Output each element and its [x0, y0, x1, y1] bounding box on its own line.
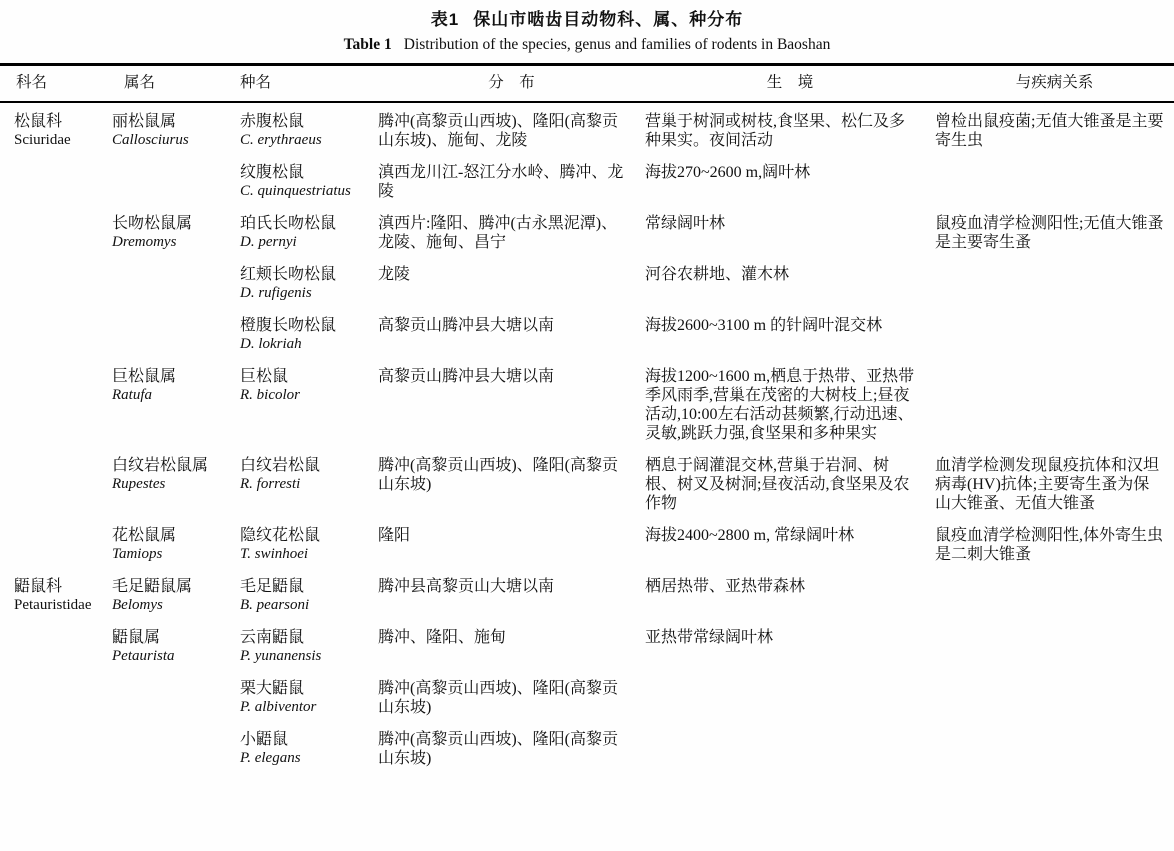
- genus-cell: [112, 628, 240, 679]
- genus-cell: [112, 214, 240, 265]
- family-name-cn: 松鼠科: [14, 113, 63, 130]
- col-header-species: 种名: [240, 74, 272, 91]
- species-name-cn: 小鼯鼠: [240, 731, 289, 748]
- disease-cell: [935, 679, 1174, 692]
- species-name-latin: D. lokriah: [240, 336, 302, 352]
- species-name-latin: D. pernyi: [240, 234, 297, 250]
- distribution-cell: 腾冲、隆阳、施甸: [378, 629, 507, 646]
- habitat-cell: 常绿阔叶林: [645, 215, 726, 232]
- genus-cell: [112, 316, 240, 329]
- table-row: [0, 367, 1174, 456]
- family-cell: [0, 367, 112, 380]
- genus-cell: [112, 526, 240, 577]
- species-cell: [240, 316, 378, 367]
- table-title-cn: [0, 0, 1174, 30]
- family-cell: [0, 316, 112, 329]
- species-name-latin: P. elegans: [240, 750, 301, 766]
- species-name-cn: 隐纹花松鼠: [240, 527, 321, 544]
- distribution-cell: 滇西片:隆阳、腾冲(古永黑泥潭)、龙陵、施甸、昌宁: [378, 215, 618, 251]
- genus-name-latin: Rupestes: [112, 476, 166, 492]
- col-header-disease: 与疾病关系: [1015, 74, 1094, 91]
- table-number-en: Table 1: [343, 36, 392, 53]
- table-row: [0, 163, 1174, 214]
- habitat-cell: 海拔2600~3100 m 的针阔叶混交林: [645, 317, 883, 334]
- species-cell: [240, 679, 378, 730]
- species-name-latin: T. swinhoei: [240, 546, 309, 562]
- species-cell: [240, 628, 378, 679]
- habitat-cell: 海拔1200~1600 m,栖息于热带、亚热带季风雨季,营巢在茂密的大树枝上;昼夜活动,10:00左右活动甚频繁,行动迅速、灵敏,跳跃力强,食坚果和多种果实: [645, 368, 915, 442]
- species-name-latin: R. bicolor: [240, 387, 300, 403]
- table-row: [0, 112, 1174, 163]
- distribution-cell: 腾冲(高黎贡山西坡)、隆阳(高黎贡山东坡): [378, 731, 618, 767]
- species-name-latin: D. rufigenis: [240, 285, 312, 301]
- species-name-latin: C. quinquestriatus: [240, 183, 351, 199]
- distribution-cell: 高黎贡山腾冲县大塘以南: [378, 317, 555, 334]
- family-cell: [0, 163, 112, 176]
- genus-cell: [112, 163, 240, 176]
- disease-cell: [935, 730, 1174, 743]
- species-name-cn: 赤腹松鼠: [240, 113, 305, 130]
- table-row: [0, 316, 1174, 367]
- table-row: [0, 730, 1174, 781]
- col-header-family: 科名: [16, 74, 48, 91]
- genus-name-cn: 丽松鼠属: [112, 113, 177, 130]
- species-cell: [240, 112, 378, 163]
- distribution-cell: 腾冲(高黎贡山西坡)、隆阳(高黎贡山东坡)、施甸、龙陵: [378, 113, 618, 149]
- species-name-cn: 云南鼯鼠: [240, 629, 305, 646]
- family-cell: [0, 112, 112, 163]
- disease-cell: [935, 367, 1174, 380]
- species-name-latin: C. erythraeus: [240, 132, 322, 148]
- distribution-cell: 高黎贡山腾冲县大塘以南: [378, 368, 555, 385]
- table-title-cn-text: 保山市啮齿目动物科、属、种分布: [473, 10, 744, 29]
- disease-cell: [935, 163, 1174, 176]
- table-body: [0, 103, 1174, 781]
- species-cell: [240, 526, 378, 577]
- habitat-cell: 栖居热带、亚热带森林: [645, 578, 806, 595]
- genus-name-cn: 花松鼠属: [112, 527, 177, 544]
- genus-cell: [112, 112, 240, 163]
- distribution-cell: 腾冲县高黎贡山大塘以南: [378, 578, 555, 595]
- col-header-distribution: 分 布: [488, 74, 535, 91]
- species-name-latin: P. albiventor: [240, 699, 317, 715]
- habitat-cell: 营巢于树洞或树枝,食坚果、松仁及多种果实。夜间活动: [645, 113, 906, 149]
- family-cell: [0, 679, 112, 692]
- table-row: [0, 214, 1174, 265]
- genus-name-latin: Petaurista: [112, 648, 175, 664]
- genus-name-latin: Dremomys: [112, 234, 177, 250]
- family-cell: [0, 628, 112, 641]
- species-name-cn: 橙腹长吻松鼠: [240, 317, 337, 334]
- distribution-cell: 隆阳: [378, 527, 411, 544]
- family-cell: [0, 730, 112, 743]
- family-cell: [0, 214, 112, 227]
- disease-cell: [935, 265, 1174, 278]
- disease-cell: [935, 577, 1174, 590]
- disease-cell: 血清学检测发现鼠疫抗体和汉坦病毒(HV)抗体;主要寄生蚤为保山大锥蚤、无值大锥蚤: [935, 457, 1160, 512]
- species-cell: [240, 265, 378, 316]
- table-row: [0, 456, 1174, 526]
- table-row: [0, 526, 1174, 577]
- genus-cell: [112, 265, 240, 278]
- disease-cell: 曾检出鼠疫菌;无值大锥蚤是主要寄生虫: [935, 113, 1164, 149]
- disease-cell: [935, 628, 1174, 641]
- table-number-cn: 表1: [430, 10, 460, 29]
- family-name-cn: 鼯鼠科: [14, 578, 63, 595]
- distribution-cell: 滇西龙川江-怒江分水岭、腾冲、龙陵: [378, 164, 624, 200]
- species-cell: [240, 367, 378, 418]
- genus-name-latin: Callosciurus: [112, 132, 189, 148]
- table-row: [0, 265, 1174, 316]
- species-name-cn: 纹腹松鼠: [240, 164, 305, 181]
- table-row: [0, 679, 1174, 730]
- species-cell: [240, 730, 378, 781]
- genus-name-latin: Belomys: [112, 597, 163, 613]
- table-title-en: [0, 36, 1174, 54]
- distribution-cell: 腾冲(高黎贡山西坡)、隆阳(高黎贡山东坡): [378, 680, 618, 716]
- table-title-en-text: Distribution of the species, genus and families of rodents in Baoshan: [403, 36, 831, 53]
- family-cell: [0, 265, 112, 278]
- table-header-row: [0, 66, 1174, 103]
- genus-name-cn: 巨松鼠属: [112, 368, 177, 385]
- col-header-genus: 属名: [124, 74, 156, 91]
- distribution-cell: 龙陵: [378, 266, 411, 283]
- family-cell: [0, 526, 112, 539]
- species-name-latin: R. forresti: [240, 476, 301, 492]
- table-row: [0, 577, 1174, 628]
- family-cell: [0, 456, 112, 469]
- table-row: [0, 628, 1174, 679]
- habitat-cell: 河谷农耕地、灌木林: [645, 266, 790, 283]
- habitat-cell: 海拔270~2600 m,阔叶林: [645, 164, 811, 181]
- species-cell: [240, 163, 378, 214]
- genus-cell: [112, 367, 240, 418]
- species-name-cn: 红颊长吻松鼠: [240, 266, 337, 283]
- species-cell: [240, 214, 378, 265]
- species-name-latin: B. pearsoni: [240, 597, 310, 613]
- col-header-habitat: 生 境: [766, 74, 814, 91]
- genus-name-cn: 长吻松鼠属: [112, 215, 193, 232]
- habitat-cell: [645, 730, 935, 743]
- species-cell: [240, 577, 378, 628]
- habitat-cell: 栖息于阔灌混交林,营巢于岩洞、树根、树叉及树洞;昼夜活动,食坚果及农作物: [645, 457, 910, 512]
- family-name-latin: Sciuridae: [14, 132, 71, 148]
- species-name-cn: 毛足鼯鼠: [240, 578, 305, 595]
- distribution-cell: 腾冲(高黎贡山西坡)、隆阳(高黎贡山东坡): [378, 457, 618, 493]
- genus-cell: [112, 679, 240, 692]
- genus-name-cn: 白纹岩松鼠属: [112, 457, 209, 474]
- genus-name-cn: 毛足鼯鼠属: [112, 578, 193, 595]
- genus-name-latin: Tamiops: [112, 546, 163, 562]
- species-name-cn: 巨松鼠: [240, 368, 289, 385]
- species-cell: [240, 456, 378, 507]
- habitat-cell: [645, 679, 935, 692]
- habitat-cell: 海拔2400~2800 m, 常绿阔叶林: [645, 527, 855, 544]
- species-name-cn: 白纹岩松鼠: [240, 457, 321, 474]
- family-cell: [0, 577, 112, 628]
- disease-cell: 鼠疫血清学检测阳性,体外寄生虫是二刺大锥蚤: [935, 527, 1164, 563]
- species-name-cn: 珀氏长吻松鼠: [240, 215, 337, 232]
- habitat-cell: 亚热带常绿阔叶林: [645, 629, 774, 646]
- disease-cell: 鼠疫血清学检测阳性;无值大锥蚤是主要寄生蚤: [935, 215, 1164, 251]
- genus-name-cn: 鼯鼠属: [112, 629, 161, 646]
- genus-cell: [112, 730, 240, 743]
- genus-cell: [112, 577, 240, 628]
- disease-cell: [935, 316, 1174, 329]
- species-name-cn: 栗大鼯鼠: [240, 680, 305, 697]
- genus-cell: [112, 456, 240, 507]
- rodent-distribution-table: [0, 63, 1174, 781]
- species-name-latin: P. yunanensis: [240, 648, 322, 664]
- family-name-latin: Petauristidae: [14, 597, 92, 613]
- genus-name-latin: Ratufa: [112, 387, 152, 403]
